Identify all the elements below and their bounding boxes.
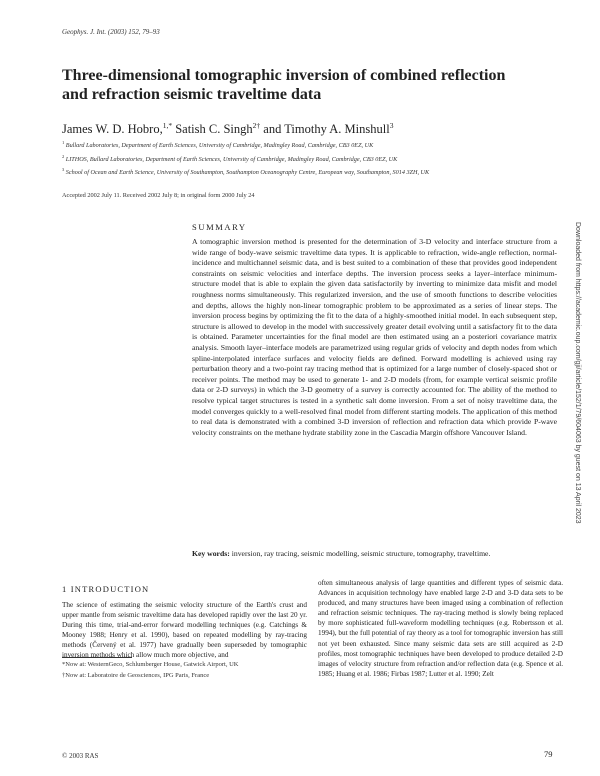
download-watermark-text: Downloaded from https://academic.oup.com/gji/article/152/1/79/604063 by guest on 13 April 2023 [574, 222, 581, 524]
affiliation-list [62, 138, 562, 179]
keywords [192, 549, 557, 560]
intro-left-column: The science of estimating the seismic velocity structure of the Earth's crust and upper mantle from seismic traveltime data has developed rapidly over the last 20 yr. During this time, trial-and-error forward modelling techniques (e.g. Catchings & Mooney 1988; Henry et al. 1990), based on repeated modelling by ray-tracing methods (Červený et al. 1977) have gradually been superseded by tomographic inversion methods which allow much more objective, and [62, 601, 307, 660]
affiliation-number: 2 [62, 153, 65, 159]
affiliation-text: Bullard Laboratories, Department of Earth Sciences, University of Cambridge, Madingley Road, Cambridge, CB3 0EZ, UK [65, 142, 374, 150]
affiliation [62, 152, 562, 166]
author-name: Satish C. Singh [172, 122, 253, 137]
keywords-text: inversion, ray tracing, seismic modelling, seismic structure, tomography, traveltime. [229, 549, 491, 558]
summary-text: A tomographic inversion method is presented for the determination of 3-D velocity and interface structure from a wide range of body-wave seismic traveltime data types. It is applicable to refraction, wide-angle reflection, normal-incidence and multichannel seismic data, and is best suited to a combination of these that provides good independent constraints on seismic velocities and interface depths. The inversion process seeks a layer–interface minimum-structure model that is able to explain the given data satisfactorily by inverting to minimize data misfit and model roughness norms simultaneously. This regularized inversion, and the use of smooth functions to describe velocities and depths, allows the highly non-linear tomographic problem to be approximated as a series of linear steps. The inversion process begins by optimizing the fit to the data of a highly-smoothed initial model. In each subsequent step, structure is allowed to develop in the model with successively greater detail evolving until a satisfactory fit to the data is obtained. Parameter uncertainties for the final model are then estimated using an a posteriori covariance matrix analysis. Smooth layer–interface models are parametrized using regular grids of velocity and depth nodes from which spline-interpolated interface surfaces and velocity fields are defined. Forward modelling is achieved using ray perturbation theory and a two-point ray tracing method that is optimized for a large number of closely-spaced shot or receiver points. The method may be used to generate 1- and 2-D models (from, for example vertical seismic profile data or 2-D surveys) in which the 3-D geometry of a survey is correctly accounted for. The ability of the method to resolve typical target structures is tested in a synthetic salt dome inversion. From a set of noisy traveltime data, the model converges quickly to a well-resolved final model from different starting models. The application of this method to real data is demonstrated with a combined 3-D inversion of reflection and refraction data which provide P-wave velocity constraints on the methane hydrate stability zone in the Cascadia Margin offshore Vancouver Island. [192, 237, 557, 437]
affiliation-number: 3 [62, 167, 65, 173]
journal-citation: Geophys. J. Int. (2003) 152, 79–93 [62, 28, 160, 36]
received-accepted-dates: Accepted 2002 July 11. Received 2002 July 8; in original form 2000 July 24 [62, 192, 255, 199]
footnote-divider [62, 657, 132, 658]
affiliation [62, 138, 562, 152]
author-name: James W. D. Hobro, [62, 122, 163, 137]
affiliation-text: School of Ocean and Earth Science, University of Southampton, Southampton Oceanography Centre, European way, Southampton, S014 3ZH, UK [65, 169, 430, 177]
footnote: †Now at: Laboratoire de Geosciences, IPG Paris, France [62, 671, 210, 679]
keywords-label: Key words: [192, 549, 230, 558]
author-list [62, 121, 393, 137]
footnote: *Now at: WesternGeco, Schlumberger House, Gatwick Airport, UK [62, 661, 239, 668]
author-affiliation-mark: 3 [389, 121, 394, 130]
download-watermark [569, 222, 587, 592]
article-title: Three-dimensional tomographic inversion of combined reflection and refraction seismic traveltime data [62, 67, 506, 103]
affiliation-number: 1 [62, 140, 65, 145]
intro-right-column: often simultaneous analysis of large quantities and different types of seismic data. Advances in acquisition technology have enabled large 2-D and 3-D data sets to be produced, and many structures have been imaged using a combination of reflection and refraction seismic techniques. The ray-tracing method is slowly being replaced by more sophisticated full-waveform modelling techniques (e.g. Robertsson et al. 1994), but the full potential of ray theory as a tool for tomographic inversion has still not yet been exhausted. Since many seismic data sets are still acquired as 2-D profiles, most tomographic techniques have been developed to produce detailed 2-D images of velocity structure from refraction and/or reflection data (e.g. Spence et al. 1985; Huang et al. 1986; Firbas 1987; Lutter et al. 1990; Zelt [318, 579, 563, 678]
author-name: and Timothy A. Minshull [260, 122, 390, 137]
summary-heading: SUMMARY [192, 222, 247, 232]
affiliation [62, 165, 562, 179]
author-affiliation-mark: 1,* [162, 121, 173, 130]
footnotes [62, 660, 307, 681]
page-number: 79 [544, 749, 553, 759]
affiliation-text: LITHOS, Bullard Laboratories, Department of Earth Sciences, University of Cambridge, Madingley Road, Cambridge, CB3 0EZ, UK [65, 155, 398, 163]
copyright-notice: © 2003 RAS [62, 752, 99, 760]
author-affiliation-mark: 2† [252, 121, 261, 130]
section-heading-introduction: 1 INTRODUCTION [62, 584, 150, 594]
